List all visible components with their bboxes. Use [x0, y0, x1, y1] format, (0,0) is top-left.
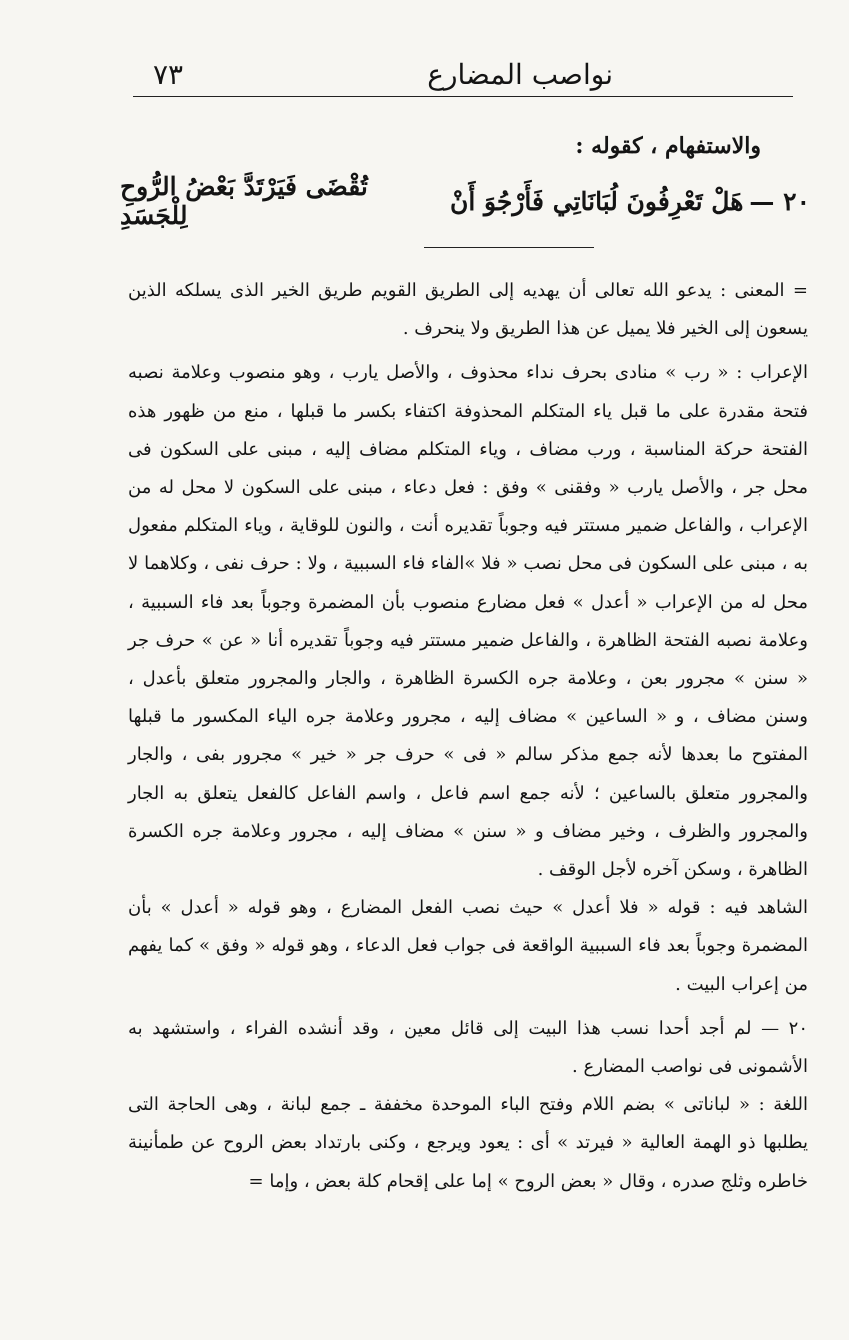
verse-intro: والاستفهام ، كقوله :: [575, 133, 761, 159]
verse-line: [119, 172, 810, 230]
evidence-paragraph: الشاهد فيه : قوله « فلا أعدل » حيث نصب الفعل المضارع ، وهو قوله « أعدل » بأن المضمرة وجوباً بعد فاء السببية الواقعة فى جواب فعل الدعاء ، وهو قوله « وفق » كما يفهم من إعراب البيت .: [128, 897, 808, 995]
running-header: [133, 52, 793, 97]
page-number: ٧٣: [153, 57, 184, 91]
verse-hemistich-second: تُقْضَى فَيَرْتَدَّ بَعْضُ الرُّوحِ لِلْجَسَدِ: [119, 172, 368, 230]
verse-hemistich-first: هَلْ تَعْرِفُونَ لُبَانَاتِي فَأَرْجُوَ أَنْ: [449, 186, 744, 216]
lexicon-paragraph: اللغة : « لباناتى » بضم اللام وفتح الباء الموحدة مخففة ـ جمع لبانة ، وهى الحاجة التى يطلبها ذو الهمة العالية « فيرتد » أى : يعود ويرجع ، وكنى بارتداد بعض الروح عن طمأنينة خاطره وثلج صدره ، وقال « بعض الروح » إما على إقحام كلة بعض ، وإما =: [128, 1094, 808, 1192]
footnote-divider: [424, 247, 594, 248]
parsing-paragraph: الإعراب : « رب » منادى بحرف نداء محذوف ، والأصل يارب ، وهو منصوب وعلامة نصبه فتحة مقدرة على ما قبل ياء المتكلم المحذوفة اكتفاء بكسر ما قبلها ، منع من ظهور هذه الفتحة حركة المناسبة ، ورب مضاف ، وياء المتكلم مضاف إليه ، مبنى على السكون فى محل جر ، والأصل يارب « وفقنى » وفق : فعل دعاء ، مبنى على السكون لا محل له من الإعراب ، والفاعل ضمير مستتر فيه وجوباً تقديره أنت ، والنون للوقاية ، وياء المتكلم مفعول به ، مبنى على السكون فى محل نصب « فلا »الفاء فاء السببية ، ولا : حرف نفى ، وكلاهما لا محل له من الإعراب « أعدل » فعل مضارع منصوب بأن المضمرة وجوباً بعد فاء السببية ، وعلامة نصبه الفتحة الظاهرة ، والفاعل ضمير مستتر فيه وجوباً تقديره أنا « عن » حرف جر « سنن » مجرور بعن ، وعلامة جره الكسرة الظاهرة ، والجار والمجرور متعلق بأعدل ، وسنن مضاف ، و « الساعين » مضاف إليه ، مجرور وعلامة جره الياء المكسور ما قبلها المفتوح ما بعدها لأنه جمع مذكر سالم « فى » حرف جر « خير » مجرور بفى ، والجار والمجرور متعلق بالساعين ؛ لأنه جمع اسم فاعل ، واسم الفاعل كالفعل يتعلق به الجار والمجرور والظرف ، وخير مضاف و « سنن » مضاف إليه ، مجرور وعلامة جره الكسرة الظاهرة ، وسكن آخره لأجل الوقف .: [128, 362, 808, 881]
meaning-paragraph: = المعنى : يدعو الله تعالى أن يهديه إلى الطريق القويم طريق الخير الذى يسلكه الذين يسعون إلى الخير فلا يميل عن هذا الطريق ولا ينحرف .: [128, 280, 808, 340]
verse-number: ٢٠ —: [749, 186, 810, 216]
footnote-body: [128, 272, 808, 1201]
chapter-title: نواصب المضارع: [427, 57, 613, 91]
attribution-paragraph: ٢٠ — لم أجد أحدا نسب هذا البيت إلى قائل معين ، وقد أنشده الفراء ، واستشهد به الأشمونى فى نواصب المضارع .: [128, 1017, 808, 1078]
